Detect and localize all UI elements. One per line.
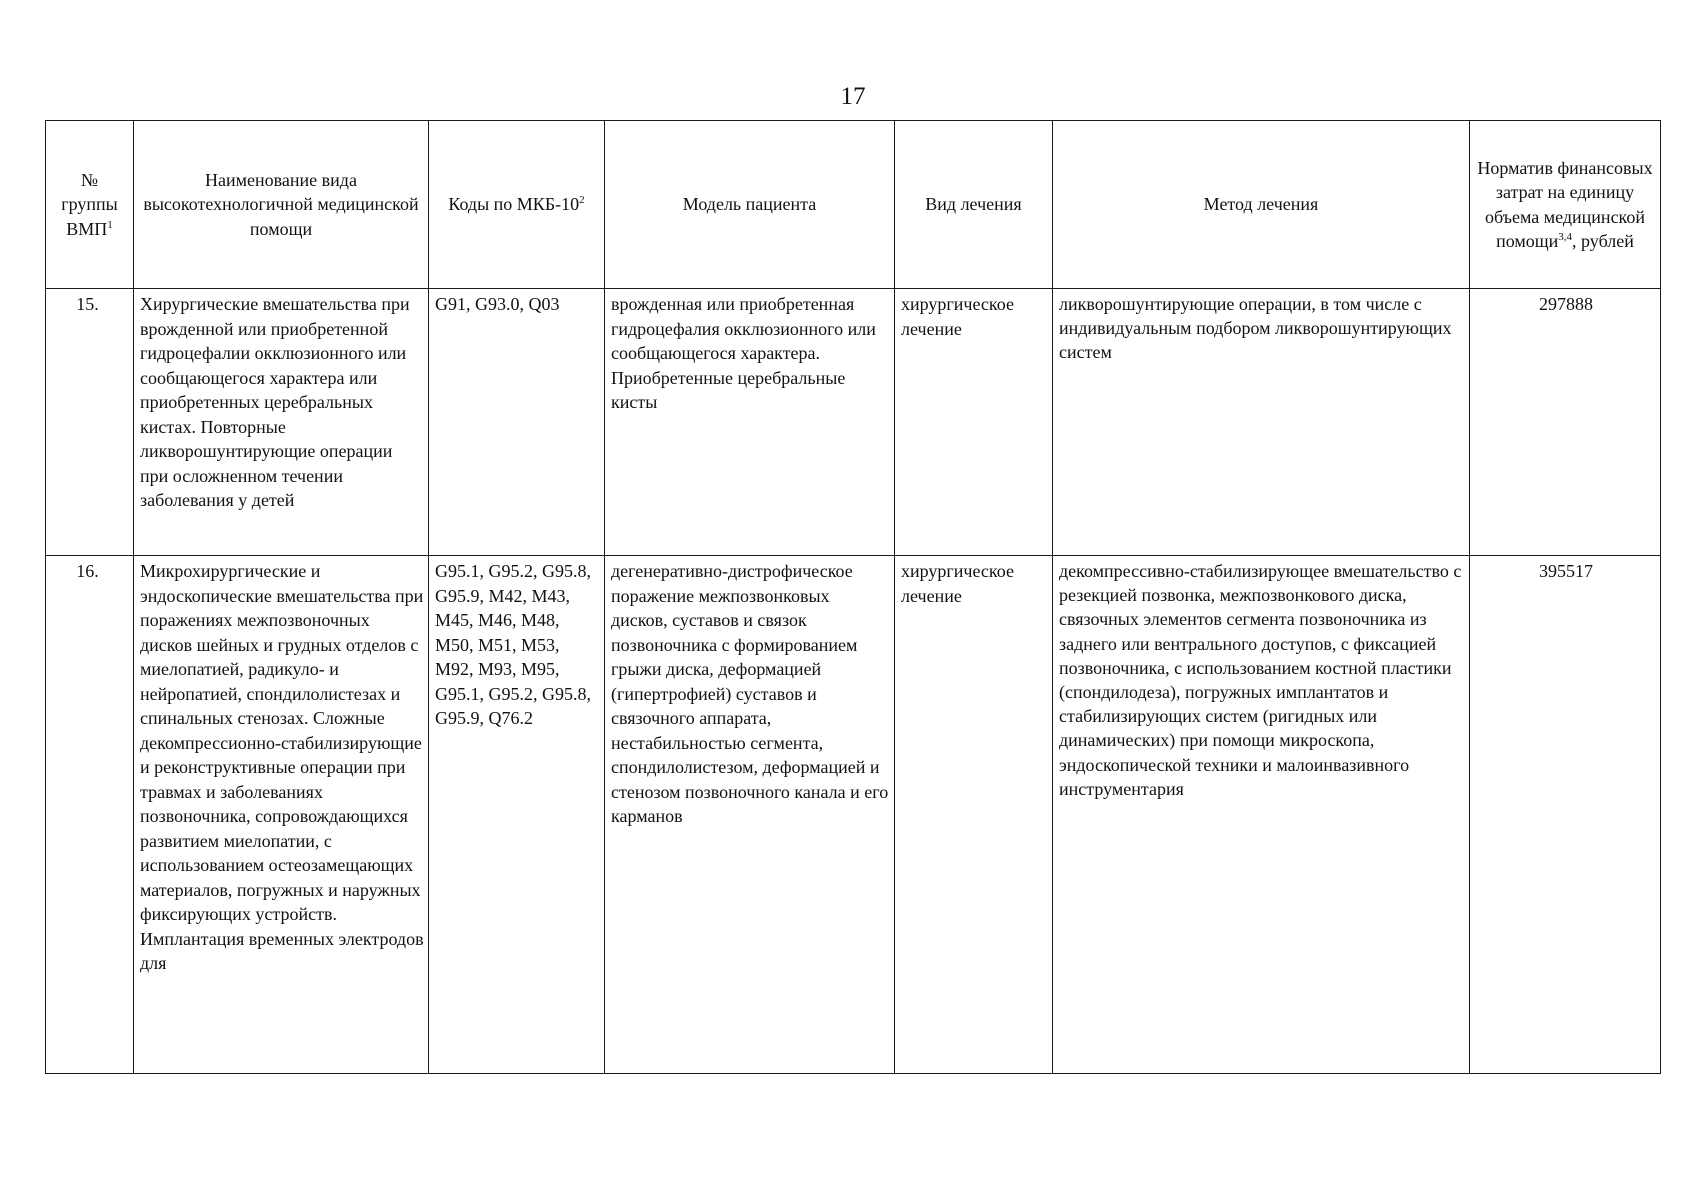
row-icd-codes: G95.1, G95.2, G95.8, G95.9, M42, M43, M45, M46, M48, M50, M51, M53, M92, M93, M95, G95.1, G95.2, G95.8, G95.9, Q76.2: [429, 556, 605, 1074]
page-number: 17: [840, 83, 866, 110]
vmp-table: [45, 120, 1661, 1074]
row-care-type: Микрохирургические и эндоскопические вмешательства при поражениях межпозвоночных дисков шейных и грудных отделов с миелопатией, радикуло- и нейропатией, спондилолистезах и спинальных стенозах. Сложные декомпрессионно-стабилизирующие и реконструктивные операции при травмах и заболеваниях позвоночника, сопровождающихся развитием миелопатии, с использованием остеозамещающих материалов, погружных и наружных фиксирующих устройств. Имплантация временных электродов для: [134, 556, 429, 1074]
header-cost-norm: Норматив финансовых затрат на единицу объема медицинской помощи$^{3,4}$, рублей: [1470, 121, 1661, 289]
row-icd-codes: G91, G93.0, Q03: [429, 289, 605, 556]
row-cost-norm: 297888: [1470, 289, 1661, 556]
header-care-type: Наименование вида высокотехнологичной медицинской помощи: [134, 121, 429, 289]
row-patient-model: врожденная или приобретенная гидроцефалия окклюзионного или сообщающегося характера. Приобретенные церебральные кисты: [605, 289, 895, 556]
header-patient-model: Модель пациента: [605, 121, 895, 289]
row-treatment-type: хирургическое лечение: [895, 556, 1053, 1074]
row-group-no: 16.: [46, 556, 134, 1074]
row-patient-model: дегенеративно-дистрофическое поражение межпозвонковых дисков, суставов и связок позвоночника с формированием грыжи диска, деформацией (гипертрофией) суставов и связочного аппарата, нестабильностью сегмента, спондилолистезом, деформацией и стенозом позвоночного канала и его карманов: [605, 556, 895, 1074]
header-treatment-method: Метод лечения: [1053, 121, 1470, 289]
table-header-row: [46, 121, 1661, 289]
row-treatment-method: ликворошунтирующие операции, в том числе с индивидуальным подбором ликворошунтирующих систем: [1053, 289, 1470, 556]
table-row: [46, 289, 1661, 556]
row-cost-norm: 395517: [1470, 556, 1661, 1074]
header-group-no: № группы ВМП$^1$: [46, 121, 134, 289]
header-icd-codes: Коды по МКБ-$10^2$: [429, 121, 605, 289]
header-treatment-type: Вид лечения: [895, 121, 1053, 289]
table-row: [46, 556, 1661, 1074]
row-group-no: 15.: [46, 289, 134, 556]
row-treatment-method: декомпрессивно-стабилизирующее вмешательство с резекцией позвонка, межпозвонкового диска, связочных элементов сегмента позвоночника из заднего или вентрального доступов, с фиксацией позвоночника, с использованием костной пластики (спондилодеза), погружных имплантатов и стабилизирующих систем (ригидных или динамических) при помощи микроскопа, эндоскопической техники и малоинвазивного инструментария: [1053, 556, 1470, 1074]
row-treatment-type: хирургическое лечение: [895, 289, 1053, 556]
row-care-type: Хирургические вмешательства при врожденной или приобретенной гидроцефалии окклюзионного или сообщающегося характера или приобретенных церебральных кистах. Повторные ликворошунтирующие операции при осложненном течении заболевания у детей: [134, 289, 429, 556]
